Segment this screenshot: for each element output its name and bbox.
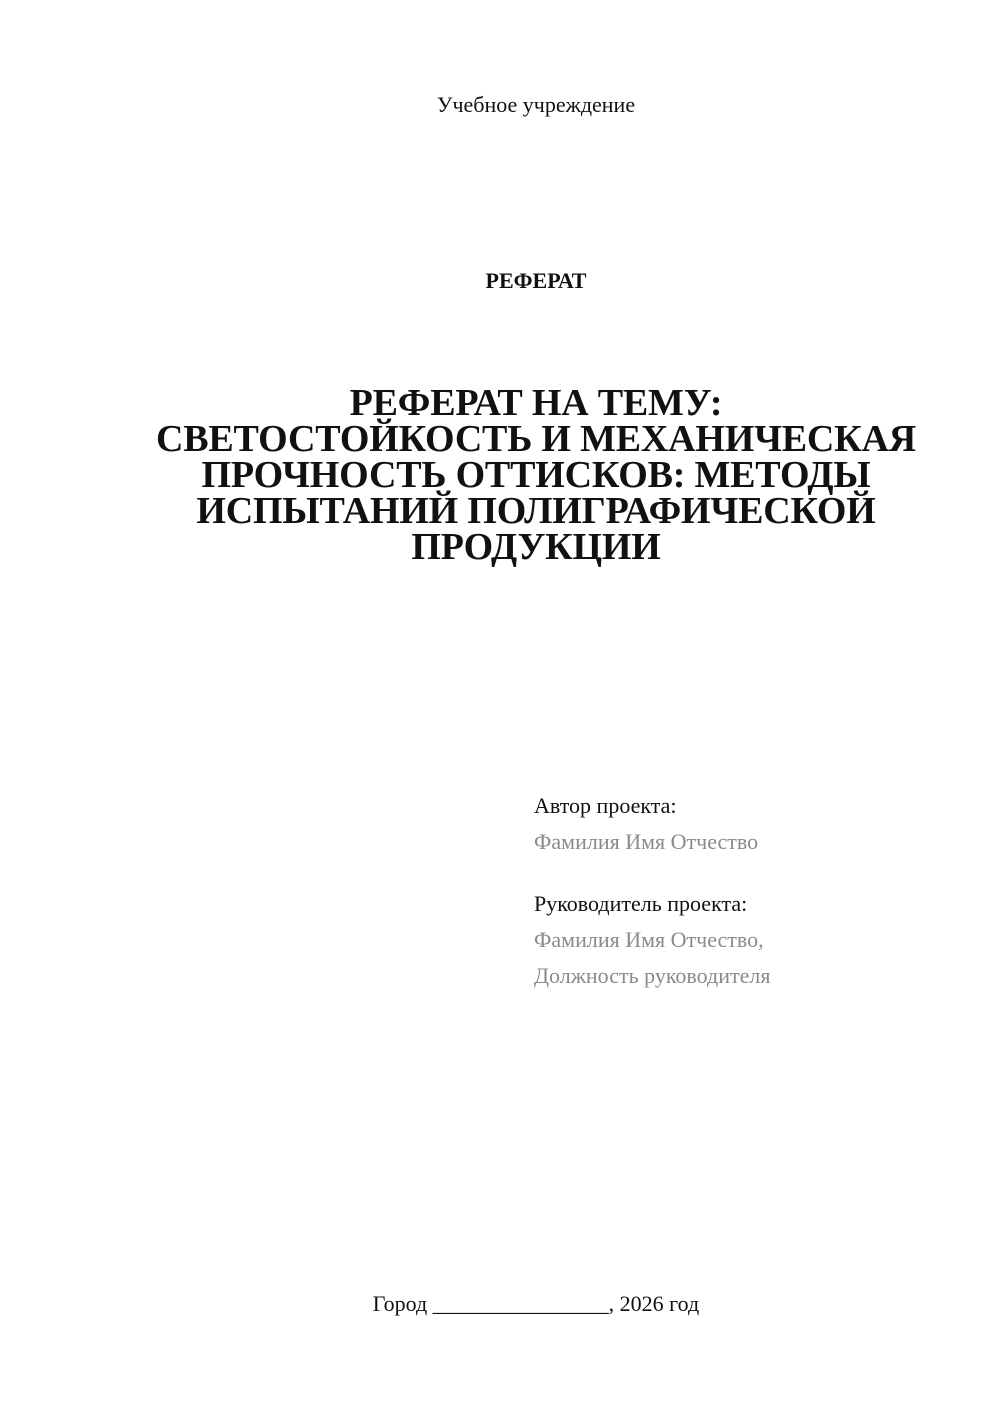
credits-spacer — [534, 860, 770, 886]
title-line: ПРОЧНОСТЬ ОТТИСКОВ: МЕТОДЫ — [201, 454, 871, 496]
supervisor-name: Фамилия Имя Отчество, — [534, 927, 764, 952]
title-line: ИСПЫТАНИЙ ПОЛИГРАФИЧЕСКОЙ — [196, 490, 876, 532]
author-label: Автор проекта: — [534, 793, 677, 818]
supervisor-label: Руководитель проекта: — [534, 891, 748, 916]
title-line: ПРОДУКЦИИ — [411, 526, 661, 568]
document-type: РЕФЕРАТ — [485, 268, 587, 293]
author-name: Фамилия Имя Отчество — [534, 829, 759, 854]
institution-name: Учебное учреждение — [436, 92, 636, 117]
supervisor-position: Должность руководителя — [534, 963, 771, 988]
document-title — [130, 382, 942, 568]
title-line: СВЕТОСТОЙКОСТЬ И МЕХАНИЧЕСКАЯ — [155, 418, 917, 460]
credits-block — [534, 788, 770, 994]
title-line: РЕФЕРАТ НА ТЕМУ: — [349, 382, 723, 424]
city-year-footer: Город ________________, 2026 год — [372, 1291, 700, 1316]
